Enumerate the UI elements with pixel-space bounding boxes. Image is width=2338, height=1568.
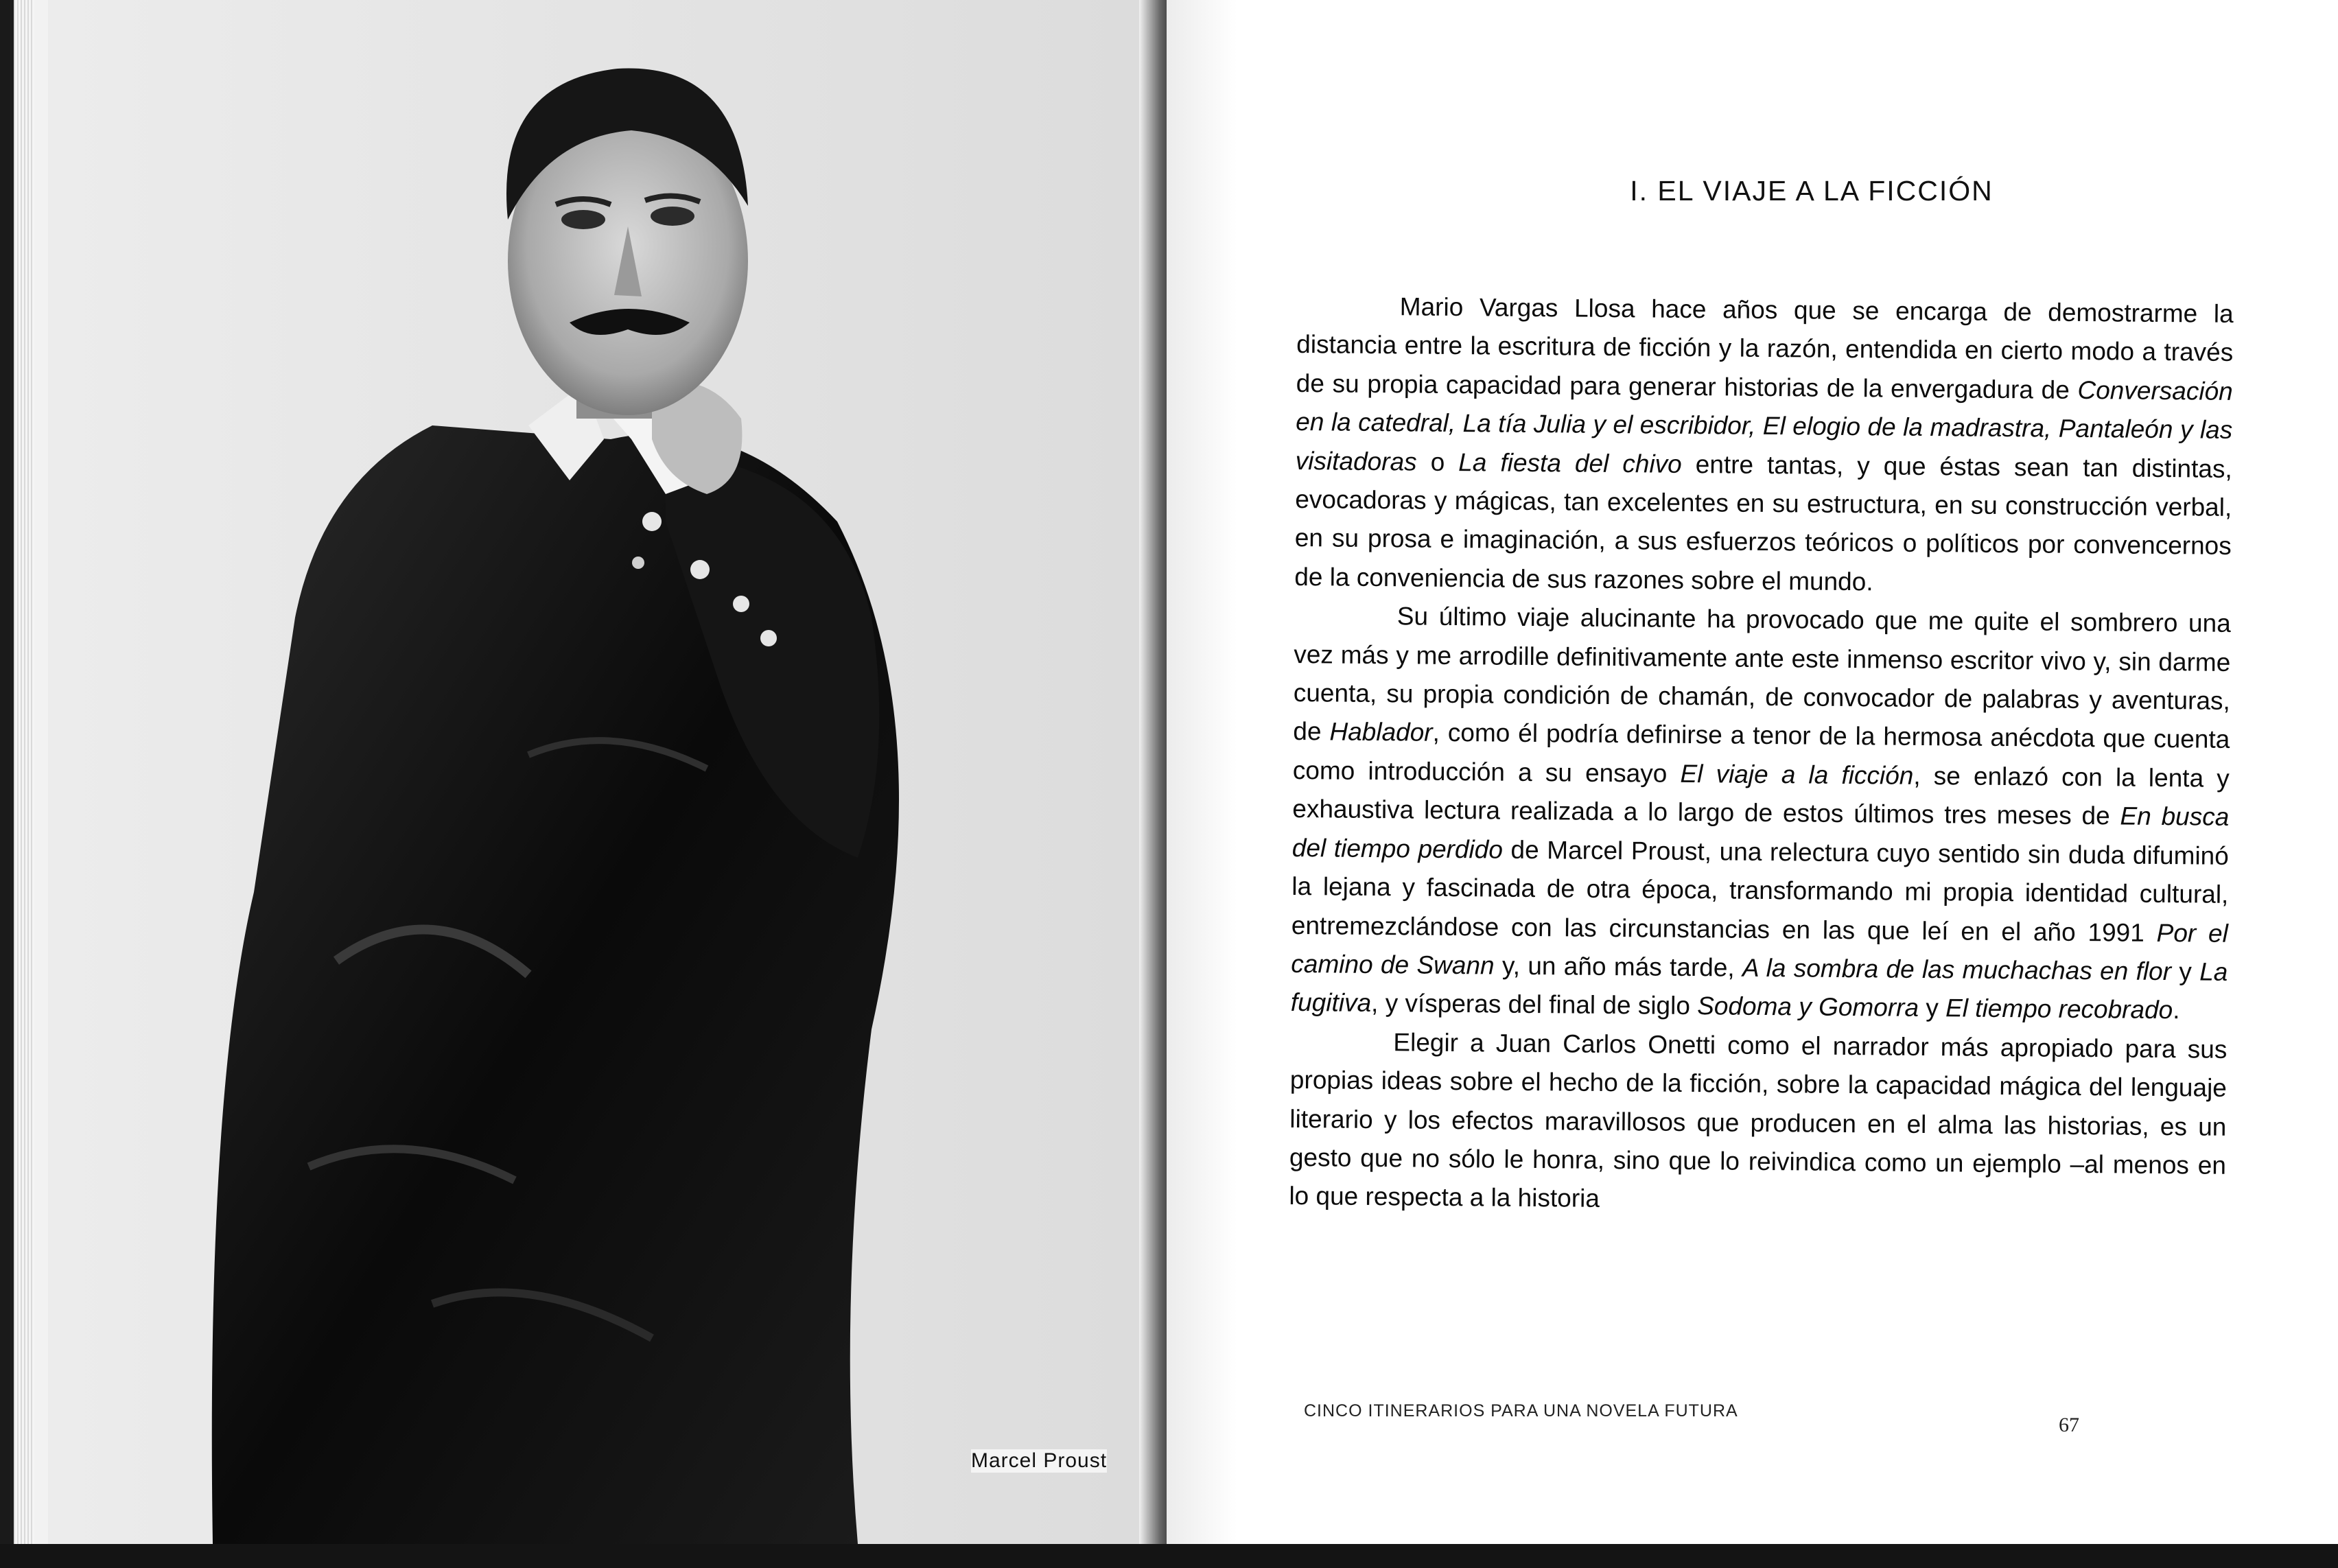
page-edges bbox=[14, 0, 34, 1544]
photo-caption: Marcel Proust bbox=[971, 1449, 1108, 1472]
paragraph bbox=[1291, 596, 2231, 1030]
text-run: Elegir a Juan Carlos Onetti como el narrador más apropiado para sus propias ideas sobre el hecho de la ficción, sobre la capacidad mágica del lenguaje literario y los efectos maravillosos que producen en el alma las historias, es un gesto que no sólo le honra, sino que lo reivindica como un ejemplo –al menos en lo que respecta a la historia bbox=[1289, 1027, 2228, 1213]
text-run: de Marcel Proust, una relectura cuyo sentido sin duda difuminó la lejana y fascinada de otra época, transformando mi propia identidad cultural, entremezclándose con las circunstancias en las que leí en el año 1991 bbox=[1291, 835, 2229, 947]
italic-title: En busca del tiempo perdido bbox=[1291, 801, 2230, 864]
italic-title: La fiesta del chivo bbox=[1458, 447, 1682, 478]
text-run: y bbox=[2171, 957, 2200, 986]
running-head: CINCO ITINERARIOS PARA UNA NOVELA FUTURA bbox=[1304, 1401, 1738, 1420]
text-run: entre tantas, y que éstas sean tan distintas, evocadoras y mágicas, tan excelentes en su estructura, en su construcción verbal, en su prosa e imaginación, a sus esfuerzos teóricos o políticos por convencernos de la conveniencia de sus razones sobre el mundo. bbox=[1294, 449, 2232, 596]
italic-title: A la sombra de las muchachas en flor bbox=[1742, 953, 2172, 986]
chapter-title: I. EL VIAJE A LA FICCIÓN bbox=[1630, 175, 1994, 207]
text-run: Su último viaje alucinante ha provocado que me quite el sombrero una vez más y me arrodille definitivamente ante este inmenso escritor vivo y, sin darme cuenta, su propia condición de chamán, de convocador de palabras y aventuras, de bbox=[1293, 602, 2231, 746]
italic-title: El viaje a la ficción bbox=[1680, 759, 1914, 790]
text-run: y bbox=[1918, 994, 1946, 1022]
italic-title: Hablador bbox=[1329, 717, 1433, 747]
text-run: o bbox=[1416, 447, 1459, 476]
text-run: , y vísperas del final de siglo bbox=[1370, 989, 1698, 1020]
right-page bbox=[1167, 0, 2338, 1544]
text-run: , como él podría definirse a tenor de la hermosa anécdota que cuenta como introducción a su ensayo bbox=[1292, 718, 2230, 788]
bottom-shadow bbox=[0, 1544, 2338, 1568]
text-run: Mario Vargas Llosa hace años que se encarga de demostrarme la distancia entre la escritura de ficción y la razón, entendida en cierto modo a través de su propia capacidad para generar historias de la envergadura de bbox=[1296, 292, 2234, 404]
paragraph bbox=[1294, 287, 2234, 605]
italic-title: El tiempo recobrado bbox=[1945, 994, 2173, 1025]
italic-title: Conversación en la catedral, La tía Julia y el escribidor, El elogio de la madrastra, Pantaleón y las visitadoras bbox=[1295, 375, 2233, 476]
body-text bbox=[1289, 287, 2234, 1224]
portrait-photo bbox=[48, 0, 1139, 1544]
paragraph bbox=[1289, 1022, 2227, 1224]
text-run: , se enlazó con la lenta y exhaustiva lectura realizada a lo largo de estos últimos tres meses de bbox=[1292, 761, 2230, 830]
italic-title: La fugitiva bbox=[1290, 957, 2228, 1018]
italic-title: Por el camino de Swann bbox=[1291, 918, 2229, 980]
text-run: y, un año más tarde, bbox=[1494, 951, 1743, 982]
text-run: . bbox=[2173, 996, 2180, 1025]
left-page bbox=[14, 0, 1160, 1544]
page-number: 67 bbox=[2059, 1414, 2079, 1436]
italic-title: Sodoma y Gomorra bbox=[1697, 992, 1919, 1022]
